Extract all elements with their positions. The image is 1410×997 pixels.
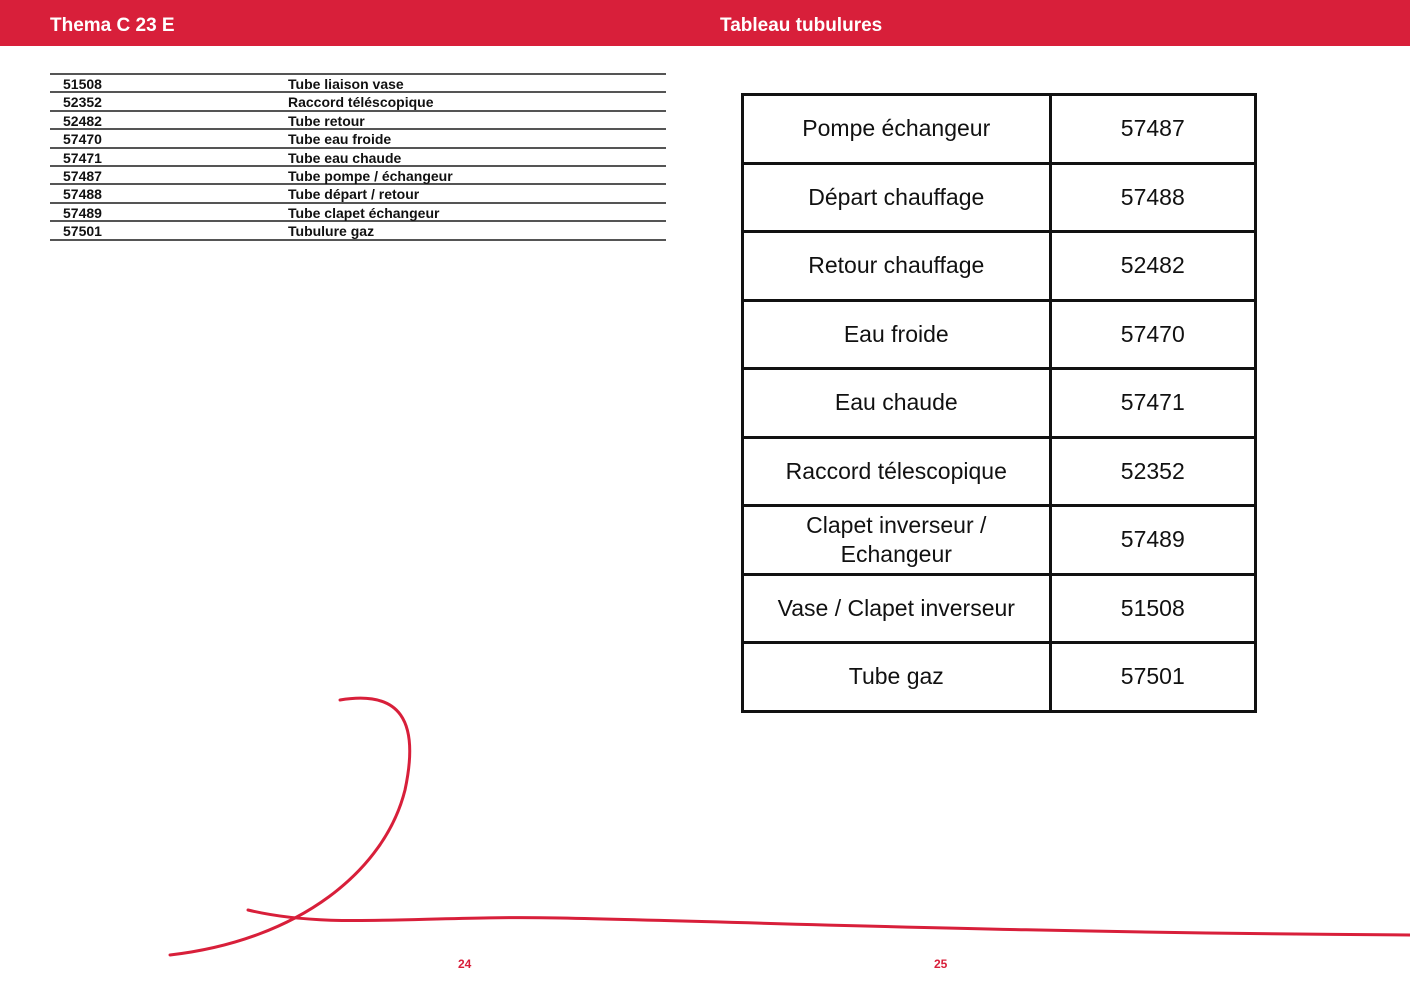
part-description: Tube retour	[288, 112, 365, 129]
part-description: Tube eau chaude	[288, 149, 402, 166]
part-description: Tube eau froide	[288, 131, 392, 148]
part-code: 52482	[63, 112, 102, 129]
part-code: 57470	[63, 131, 102, 148]
part-code: 57489	[63, 204, 102, 221]
part-description: Tubulure gaz	[288, 223, 375, 240]
part-description: Raccord téléscopique	[288, 94, 434, 111]
tube-name-cell: Pompe échangeur	[743, 95, 1051, 164]
tube-code-cell: 57471	[1050, 369, 1255, 438]
tube-name-cell: Raccord télescopique	[743, 437, 1051, 506]
tube-code-cell: 52352	[1050, 437, 1255, 506]
tube-name-cell: Eau froide	[743, 300, 1051, 369]
document-title: Thema C 23 E	[50, 15, 175, 36]
page-number-right: 25	[934, 957, 948, 971]
part-code: 57487	[63, 167, 102, 184]
part-code: 52352	[63, 94, 102, 111]
tube-code-cell: 57487	[1050, 95, 1255, 164]
part-code: 51508	[63, 76, 102, 92]
tube-name-cell: Tube gaz	[743, 643, 1051, 712]
tube-code-cell: 52482	[1050, 232, 1255, 301]
tube-code-cell: 51508	[1050, 574, 1255, 643]
tube-name-cell: Départ chauffage	[743, 163, 1051, 232]
part-code: 57471	[63, 149, 102, 166]
tube-name-cell: Retour chauffage	[743, 232, 1051, 301]
part-description: Tube clapet échangeur	[288, 204, 440, 221]
part-code: 57488	[63, 186, 102, 203]
part-code: 57501	[63, 223, 102, 240]
tube-code-cell: 57501	[1050, 643, 1255, 712]
section-title: Tableau tubulures	[720, 15, 883, 36]
tube-code-cell: 57488	[1050, 163, 1255, 232]
tube-name-cell: Vase / Clapet inverseur	[743, 574, 1051, 643]
part-description: Tube pompe / échangeur	[288, 167, 453, 184]
page-number-left: 24	[458, 957, 472, 971]
tube-name-cell: Eau chaude	[743, 369, 1051, 438]
part-description: Tube départ / retour	[288, 186, 420, 203]
tube-code-cell: 57470	[1050, 300, 1255, 369]
tube-name-cell: Clapet inverseur / Echangeur	[743, 506, 1051, 575]
part-description: Tube liaison vase	[288, 76, 404, 92]
tube-code-cell: 57489	[1050, 506, 1255, 575]
